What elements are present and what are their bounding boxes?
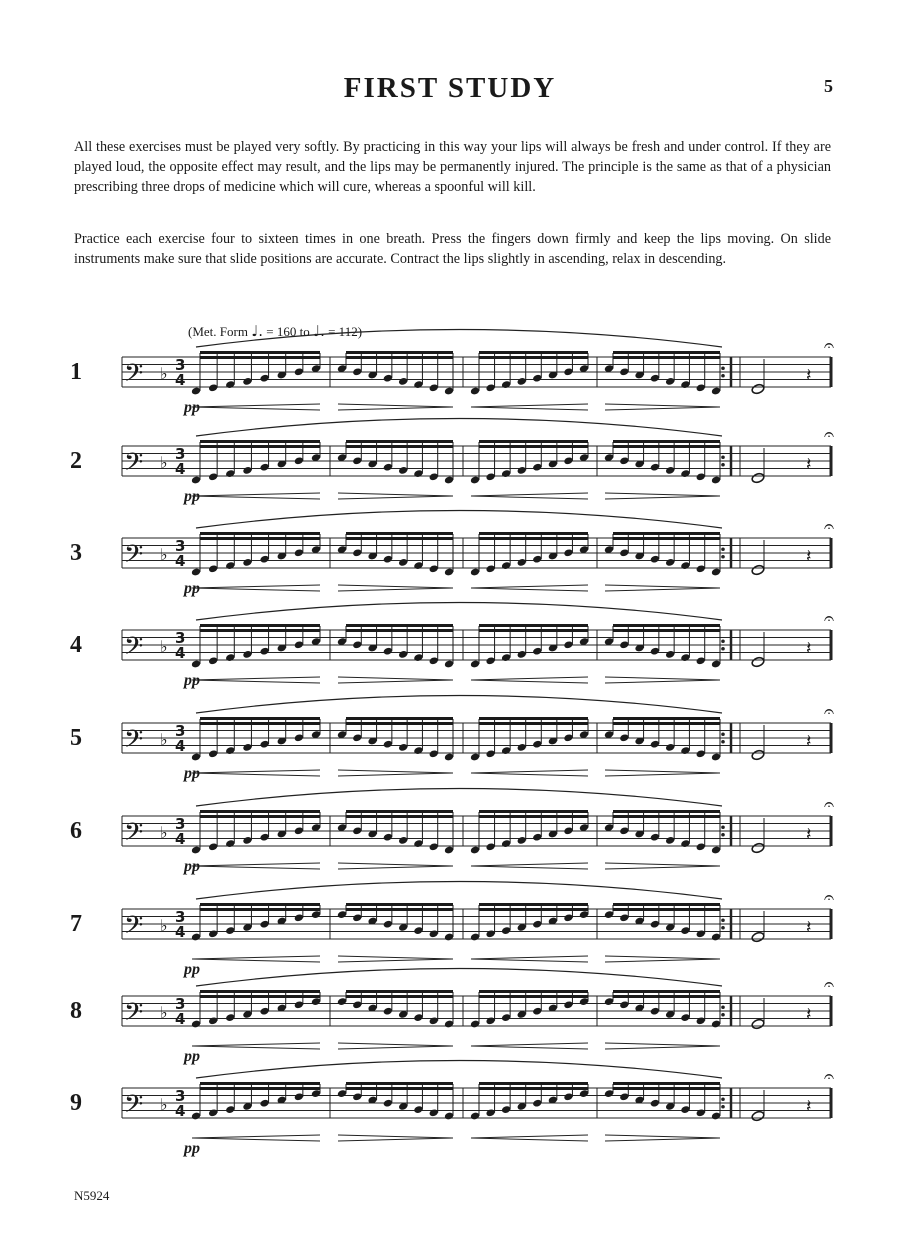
decrescendo-hairpin [338, 773, 453, 776]
decrescendo-hairpin [338, 866, 453, 869]
bass-clef-icon: 𝄢 [124, 911, 144, 946]
beam [346, 624, 453, 627]
decrescendo-hairpin [605, 677, 720, 680]
quarter-rest-icon: 𝄽 [806, 824, 812, 845]
intro-paragraph-1: All these exercises must be played very softly. By practicing in this way your lips will always be fresh and under control. If they are played loud, the opposite effect may result, and the lips may be permanently injured. The principle is the same as that of a physician prescribing three drops of medicine which will cure, whereas a spoonful will kill. [74, 139, 831, 195]
dynamic-marking: pp [184, 488, 200, 505]
tempo-to: = 112) [328, 324, 363, 339]
dotted-half-note-icon: ♩. [313, 322, 325, 340]
beam [479, 722, 588, 725]
decrescendo-hairpin [338, 496, 453, 499]
beam [200, 445, 320, 448]
beam [613, 624, 720, 627]
crescendo-hairpin [471, 680, 588, 683]
beam [200, 908, 320, 911]
fermata-icon: 𝄐 [824, 974, 835, 995]
beam [200, 903, 320, 906]
decrescendo-hairpin [605, 773, 720, 776]
beam [613, 815, 720, 818]
repeat-dot [721, 463, 725, 467]
beam [200, 815, 320, 818]
crescendo-hairpin [192, 404, 320, 407]
decrescendo-hairpin [605, 493, 720, 496]
repeat-dot [721, 918, 725, 922]
beam [613, 717, 720, 720]
crescendo-hairpin [192, 407, 320, 410]
bass-clef-icon: 𝄢 [124, 632, 144, 667]
beam [613, 908, 720, 911]
exercise-number: 8 [70, 998, 82, 1024]
flat-key-signature-icon: ♭ [160, 730, 168, 749]
beam [200, 440, 320, 443]
exercise-number: 6 [70, 818, 82, 844]
decrescendo-hairpin [605, 588, 720, 591]
beam [200, 1087, 320, 1090]
beam [479, 629, 588, 632]
repeat-dot [721, 639, 725, 643]
half-note-head [751, 564, 765, 576]
half-note-head [751, 931, 765, 943]
crescendo-hairpin [471, 770, 588, 773]
half-note-head [751, 1018, 765, 1030]
beam [613, 356, 720, 359]
time-signature-top: 3 [175, 629, 186, 647]
crescendo-hairpin [471, 863, 588, 866]
repeat-dot [721, 374, 725, 378]
decrescendo-hairpin [605, 680, 720, 683]
beam [200, 722, 320, 725]
exercise-number: 3 [70, 540, 82, 566]
exercise-number: 2 [70, 448, 82, 474]
flat-key-signature-icon: ♭ [160, 916, 168, 935]
crescendo-hairpin [192, 588, 320, 591]
time-signature-top: 3 [175, 722, 186, 740]
beam [613, 995, 720, 998]
dynamic-marking: pp [184, 399, 200, 416]
beam [613, 440, 720, 443]
crescendo-hairpin [192, 1046, 320, 1049]
beam [479, 995, 588, 998]
beam [346, 815, 453, 818]
decrescendo-hairpin [605, 1138, 720, 1141]
beam [346, 1087, 453, 1090]
crescendo-hairpin [192, 585, 320, 588]
beam [479, 990, 588, 993]
tempo-from: = 160 to [266, 324, 310, 339]
beam [200, 532, 320, 535]
bass-clef-icon: 𝄢 [124, 818, 144, 853]
phrase-slur [196, 419, 722, 437]
beam [346, 445, 453, 448]
repeat-dot [721, 555, 725, 559]
exercise-number: 9 [70, 1090, 82, 1116]
beam [346, 995, 453, 998]
time-signature-top: 3 [175, 356, 186, 374]
crescendo-hairpin [192, 773, 320, 776]
decrescendo-hairpin [605, 959, 720, 962]
exercise-number: 5 [70, 725, 82, 751]
decrescendo-hairpin [605, 863, 720, 866]
beam [479, 537, 588, 540]
decrescendo-hairpin [605, 407, 720, 410]
exercise-number: 1 [70, 359, 82, 385]
decrescendo-hairpin [605, 1043, 720, 1046]
decrescendo-hairpin [338, 677, 453, 680]
quarter-rest-icon: 𝄽 [806, 1096, 812, 1117]
bass-clef-icon: 𝄢 [124, 1090, 144, 1125]
beam [346, 722, 453, 725]
intro-paragraph-2: Practice each exercise four to sixteen times in one breath. Press the fingers down firmly and keep the lips moving. On slide instruments make sure that slide positions are accurate. Contract the lips slightly in ascending, relax in descending. [74, 231, 831, 267]
crescendo-hairpin [471, 1135, 588, 1138]
bass-clef-icon: 𝄢 [124, 725, 144, 760]
decrescendo-hairpin [605, 956, 720, 959]
decrescendo-hairpin [605, 585, 720, 588]
crescendo-hairpin [192, 1135, 320, 1138]
fermata-icon: 𝄐 [824, 608, 835, 629]
crescendo-hairpin [192, 1138, 320, 1141]
decrescendo-hairpin [338, 956, 453, 959]
beam [346, 990, 453, 993]
crescendo-hairpin [471, 585, 588, 588]
crescendo-hairpin [192, 493, 320, 496]
decrescendo-hairpin [338, 407, 453, 410]
repeat-dot [721, 647, 725, 651]
flat-key-signature-icon: ♭ [160, 823, 168, 842]
beam [479, 532, 588, 535]
beam [200, 537, 320, 540]
bass-clef-icon: 𝄢 [124, 998, 144, 1033]
beam [613, 1087, 720, 1090]
dynamic-marking: pp [184, 765, 200, 782]
crescendo-hairpin [192, 770, 320, 773]
half-note-head [751, 383, 765, 395]
time-signature-top: 3 [175, 908, 186, 926]
beam [200, 717, 320, 720]
half-note-head [751, 1110, 765, 1122]
crescendo-hairpin [192, 677, 320, 680]
beam [346, 908, 453, 911]
dynamic-marking: pp [184, 580, 200, 597]
beam [346, 440, 453, 443]
fermata-icon: 𝄐 [824, 701, 835, 722]
half-note-head [751, 749, 765, 761]
time-signature-top: 3 [175, 1087, 186, 1105]
beam [346, 537, 453, 540]
crescendo-hairpin [471, 493, 588, 496]
decrescendo-hairpin [338, 1138, 453, 1141]
fermata-icon: 𝄐 [824, 887, 835, 908]
crescendo-hairpin [471, 1043, 588, 1046]
dynamic-marking: pp [184, 1140, 200, 1157]
decrescendo-hairpin [338, 770, 453, 773]
beam [613, 537, 720, 540]
decrescendo-hairpin [605, 496, 720, 499]
beam [479, 903, 588, 906]
decrescendo-hairpin [338, 680, 453, 683]
tempo-prefix: (Met. Form [188, 324, 248, 339]
decrescendo-hairpin [338, 1043, 453, 1046]
beam [613, 990, 720, 993]
beam [479, 908, 588, 911]
crescendo-hairpin [471, 588, 588, 591]
time-signature-bottom: 4 [175, 460, 186, 478]
phrase-slur [196, 603, 722, 621]
beam [200, 629, 320, 632]
beam [613, 722, 720, 725]
decrescendo-hairpin [338, 493, 453, 496]
beam [200, 1082, 320, 1085]
beam [479, 717, 588, 720]
time-signature-bottom: 4 [175, 552, 186, 570]
exercise-number: 4 [70, 632, 82, 658]
beam [200, 995, 320, 998]
phrase-slur [196, 789, 722, 807]
phrase-slur [196, 969, 722, 987]
beam [479, 1087, 588, 1090]
repeat-dot [721, 740, 725, 744]
beam [479, 624, 588, 627]
crescendo-hairpin [471, 773, 588, 776]
phrase-slur [196, 1061, 722, 1079]
beam [613, 532, 720, 535]
decrescendo-hairpin [338, 959, 453, 962]
flat-key-signature-icon: ♭ [160, 453, 168, 472]
dynamic-marking: pp [184, 961, 200, 978]
fermata-icon: 𝄐 [824, 1066, 835, 1087]
beam [613, 810, 720, 813]
publisher-code: N5924 [74, 1188, 110, 1203]
crescendo-hairpin [471, 956, 588, 959]
beam [346, 1082, 453, 1085]
repeat-dot [721, 732, 725, 736]
repeat-dot [721, 926, 725, 930]
beam [479, 810, 588, 813]
beam [346, 629, 453, 632]
fermata-icon: 𝄐 [824, 794, 835, 815]
decrescendo-hairpin [338, 585, 453, 588]
crescendo-hairpin [192, 1043, 320, 1046]
decrescendo-hairpin [605, 1046, 720, 1049]
repeat-dot [721, 1105, 725, 1109]
beam [200, 624, 320, 627]
time-signature-top: 3 [175, 995, 186, 1013]
flat-key-signature-icon: ♭ [160, 1095, 168, 1114]
decrescendo-hairpin [605, 866, 720, 869]
time-signature-top: 3 [175, 537, 186, 555]
page-number: 5 [824, 76, 833, 96]
decrescendo-hairpin [338, 404, 453, 407]
flat-key-signature-icon: ♭ [160, 1003, 168, 1022]
repeat-dot [721, 1005, 725, 1009]
quarter-rest-icon: 𝄽 [806, 365, 812, 386]
flat-key-signature-icon: ♭ [160, 545, 168, 564]
quarter-rest-icon: 𝄽 [806, 1004, 812, 1025]
phrase-slur [196, 696, 722, 714]
beam [613, 903, 720, 906]
beam [200, 990, 320, 993]
crescendo-hairpin [471, 866, 588, 869]
time-signature-bottom: 4 [175, 737, 186, 755]
half-note-head [751, 656, 765, 668]
bass-clef-icon: 𝄢 [124, 359, 144, 394]
crescendo-hairpin [192, 866, 320, 869]
time-signature-bottom: 4 [175, 1102, 186, 1120]
phrase-slur [196, 511, 722, 529]
crescendo-hairpin [471, 959, 588, 962]
time-signature-top: 3 [175, 445, 186, 463]
dynamic-marking: pp [184, 1048, 200, 1065]
beam [479, 440, 588, 443]
beam [346, 810, 453, 813]
beam [613, 445, 720, 448]
quarter-rest-icon: 𝄽 [806, 917, 812, 938]
time-signature-bottom: 4 [175, 371, 186, 389]
fermata-icon: 𝄐 [824, 516, 835, 537]
page-title: FIRST STUDY [343, 72, 557, 104]
beam [479, 356, 588, 359]
repeat-dot [721, 1013, 725, 1017]
fermata-icon: 𝄐 [824, 424, 835, 445]
crescendo-hairpin [471, 1138, 588, 1141]
quarter-rest-icon: 𝄽 [806, 731, 812, 752]
decrescendo-hairpin [338, 1046, 453, 1049]
quarter-rest-icon: 𝄽 [806, 546, 812, 567]
beam [613, 351, 720, 354]
quarter-rest-icon: 𝄽 [806, 454, 812, 475]
crescendo-hairpin [471, 1046, 588, 1049]
beam [200, 810, 320, 813]
crescendo-hairpin [192, 956, 320, 959]
dotted-half-note-icon: ♩. [251, 322, 264, 340]
beam [200, 356, 320, 359]
flat-key-signature-icon: ♭ [160, 364, 168, 383]
repeat-dot [721, 1097, 725, 1101]
beam [479, 815, 588, 818]
beam [613, 629, 720, 632]
flat-key-signature-icon: ♭ [160, 637, 168, 656]
crescendo-hairpin [471, 404, 588, 407]
repeat-dot [721, 547, 725, 551]
crescendo-hairpin [192, 680, 320, 683]
decrescendo-hairpin [338, 863, 453, 866]
beam [479, 445, 588, 448]
dynamic-marking: pp [184, 858, 200, 875]
time-signature-bottom: 4 [175, 644, 186, 662]
phrase-slur [196, 882, 722, 900]
repeat-dot [721, 825, 725, 829]
time-signature-bottom: 4 [175, 923, 186, 941]
phrase-slur [196, 330, 722, 348]
time-signature-bottom: 4 [175, 1010, 186, 1028]
bass-clef-icon: 𝄢 [124, 448, 144, 483]
beam [346, 532, 453, 535]
repeat-dot [721, 833, 725, 837]
beam [346, 717, 453, 720]
beam [479, 351, 588, 354]
half-note-head [751, 472, 765, 484]
beam [346, 903, 453, 906]
decrescendo-hairpin [338, 588, 453, 591]
time-signature-bottom: 4 [175, 830, 186, 848]
fermata-icon: 𝄐 [824, 335, 835, 356]
beam [346, 356, 453, 359]
decrescendo-hairpin [605, 404, 720, 407]
decrescendo-hairpin [605, 1135, 720, 1138]
half-note-head [751, 842, 765, 854]
decrescendo-hairpin [338, 1135, 453, 1138]
crescendo-hairpin [471, 496, 588, 499]
crescendo-hairpin [471, 407, 588, 410]
beam [479, 1082, 588, 1085]
beam [346, 351, 453, 354]
decrescendo-hairpin [605, 770, 720, 773]
beam [200, 351, 320, 354]
time-signature-top: 3 [175, 815, 186, 833]
exercise-number: 7 [70, 911, 82, 937]
quarter-rest-icon: 𝄽 [806, 638, 812, 659]
crescendo-hairpin [192, 496, 320, 499]
dynamic-marking: pp [184, 672, 200, 689]
beam [613, 1082, 720, 1085]
bass-clef-icon: 𝄢 [124, 540, 144, 575]
crescendo-hairpin [192, 863, 320, 866]
repeat-dot [721, 366, 725, 370]
repeat-dot [721, 455, 725, 459]
crescendo-hairpin [471, 677, 588, 680]
crescendo-hairpin [192, 959, 320, 962]
